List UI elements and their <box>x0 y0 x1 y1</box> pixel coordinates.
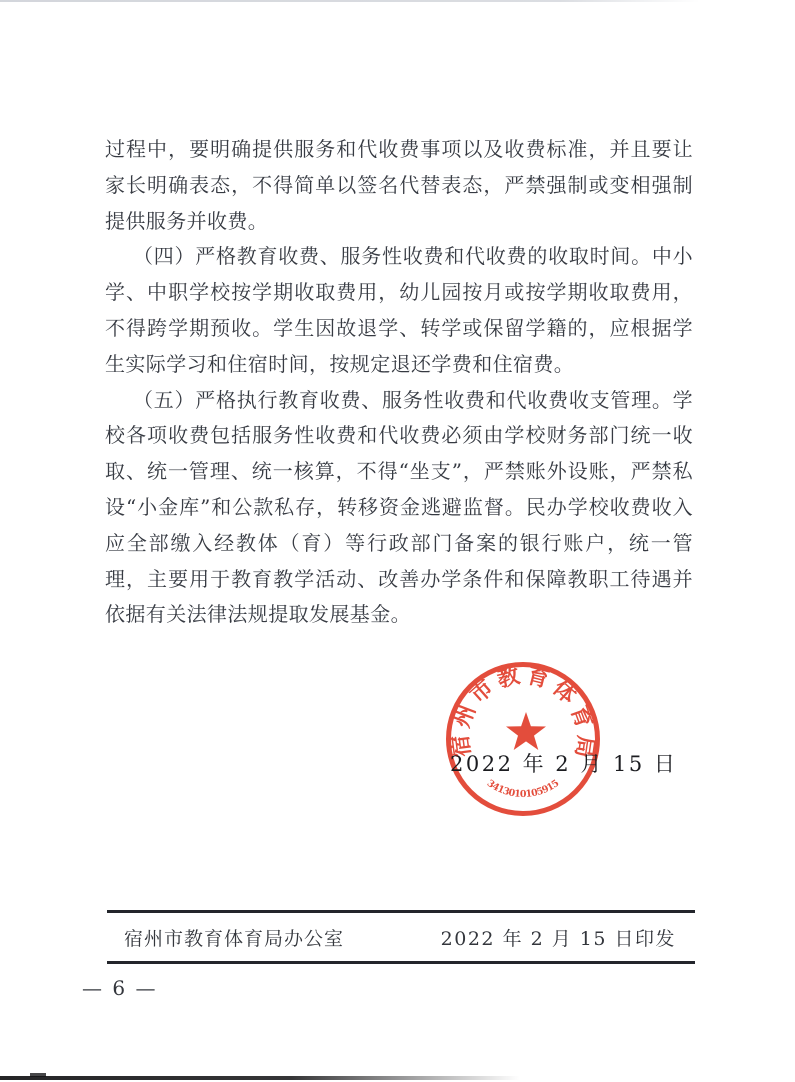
signature-date: 2022 年 2 月 15 日 <box>450 752 678 776</box>
svg-text:宿州市教育体育局 <box>447 662 599 759</box>
footer-rule-top <box>107 910 695 913</box>
footer-row <box>107 924 695 950</box>
footer-issuer: 宿州市教育体育局办公室 <box>124 928 345 950</box>
footer-rule-bottom <box>107 961 695 964</box>
page-number: — 6 — <box>82 976 158 1000</box>
scan-top-edge-artifact <box>0 0 700 2</box>
svg-text:3413010105915 <box>485 777 562 800</box>
seal-number: 3413010105915 <box>484 777 562 801</box>
seal-arc-text: 宿州市教育体育局 <box>447 662 599 760</box>
footer-print-date: 2022 年 2 月 15 日印发 <box>440 928 676 950</box>
scan-bottom-edge-artifact <box>0 1076 530 1080</box>
official-seal <box>443 656 605 824</box>
paragraph: （四）严格教育收费、服务性收费和代收费的收取时间。中小学、中职学校按学期收取费用，幼儿园按月或按学期收取费用，不得跨学期预收。学生因故退学、转学或保留学籍的，应根据学生实际学习和住宿时间，按规定退还学费和住宿费。 <box>105 244 693 376</box>
paragraph: （五）严格执行教育收费、服务性收费和代收费收支管理。学校各项收费包括服务性收费和代收费必须由学校财务部门统一收取、统一管理、统一核算，不得“坐支”，严禁账外设账，严禁私设“小金库”和公款私存，转移资金逃避监督。民办学校收费收入应全部缴入经教体（育）等行政部门备案的银行账户，统一管理，主要用于教育教学活动、改善办学条件和保障教职工待遇并依据有关法律法规提取发展基金。 <box>105 387 693 627</box>
paragraph: 过程中，要明确提供服务和代收费事项以及收费标准，并且要让家长明确表态，不得简单以签名代替表态，严禁强制或变相强制提供服务并收费。 <box>105 137 693 233</box>
document-body <box>105 132 693 633</box>
seal-star-icon <box>506 712 546 750</box>
